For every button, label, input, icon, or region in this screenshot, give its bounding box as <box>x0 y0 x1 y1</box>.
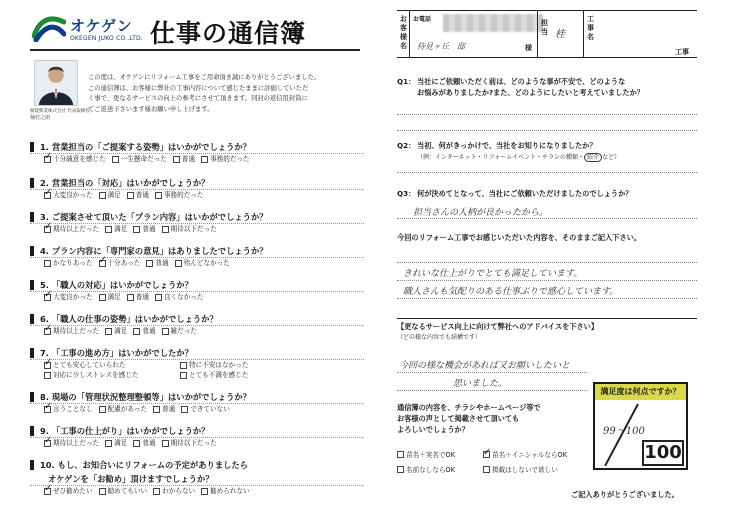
checkbox[interactable] <box>201 488 208 495</box>
divider <box>583 11 584 57</box>
option-label: できていない <box>190 405 230 413</box>
divider <box>537 11 538 57</box>
checkbox[interactable] <box>181 406 188 413</box>
option-label: 期待以下だった <box>170 439 217 447</box>
checkbox[interactable] <box>133 440 140 447</box>
checkbox[interactable] <box>99 406 106 413</box>
option[interactable] <box>105 326 127 336</box>
option[interactable] <box>112 154 167 164</box>
option[interactable] <box>133 438 155 448</box>
checkbox-checked[interactable] <box>44 440 51 447</box>
greeting-line: この通信簿は、お客様に弊社の工事内容について感じたままに評価していただ <box>88 84 309 92</box>
question-num: 4 <box>40 246 46 256</box>
checkbox[interactable] <box>44 260 51 267</box>
publish-option[interactable] <box>483 449 567 459</box>
question-text: 何が決めてとなって、当社にご依頼いただけましたのでしょうか？ <box>417 189 633 198</box>
option[interactable] <box>44 486 93 496</box>
q3-answer[interactable]: 担当さんの人柄が良かったから。 <box>413 208 549 218</box>
question-2: 2. 営業担当の「対応」はいかがでしょうか？ ✓ 大変良かった 満足 普通 事務的だった <box>30 176 364 200</box>
option-label: 特に不安はなかった <box>189 361 249 369</box>
option[interactable] <box>44 258 93 268</box>
question-q3 <box>397 188 632 199</box>
advice-section <box>397 318 697 341</box>
option[interactable] <box>44 190 93 200</box>
option-label: 事務的だった <box>163 191 204 199</box>
question-num: 3 <box>40 212 46 222</box>
checkbox[interactable] <box>99 488 106 495</box>
checkbox[interactable] <box>162 226 169 233</box>
option-label: 満足 <box>107 191 121 199</box>
checkbox[interactable] <box>180 362 187 369</box>
option-label: 期待以下だった <box>170 225 217 233</box>
checkbox[interactable] <box>146 260 153 267</box>
right-column <box>375 0 730 516</box>
checkbox[interactable] <box>397 466 404 473</box>
checkbox-checked[interactable] <box>483 451 490 458</box>
option[interactable] <box>180 370 248 380</box>
publish-option[interactable] <box>483 464 558 474</box>
q2-example-text: （例：インターネット・リフォームイベント・チラシの種類・ <box>417 154 585 161</box>
question-6: 6. 「職人の仕事の姿勢」はいかがでしょうか？ ✓ 期待以上だった 満足 普通 雑だった <box>30 312 364 336</box>
advice-answer-line1[interactable]: 今回の様な機会があれば又お願いしたいと <box>399 361 571 371</box>
advice-title: 【更なるサービス向上に向けて弊社へのアドバイスを下さい】 <box>397 322 599 331</box>
option[interactable] <box>201 154 250 164</box>
question-8: 8. 現場の「管理状況整理整頓等」はいかがでしょうか？ ✓ 言うことなし 配慮があった 普通 できていない <box>30 390 364 414</box>
option[interactable] <box>146 258 168 268</box>
logo-brand: オケゲン <box>70 17 133 35</box>
work-label: 工事名 <box>587 15 594 41</box>
checkbox-checked[interactable] <box>44 362 51 369</box>
option-label: 満足 <box>107 293 121 301</box>
question-title: もし、お知合いにリフォームの予定がありましたら <box>57 460 249 470</box>
question-num: 9 <box>40 426 46 436</box>
option[interactable] <box>153 486 195 496</box>
impression-answer-line1[interactable]: きれいな仕上がりでとても満足しています。 <box>403 269 583 279</box>
option-label: 大変良かった <box>53 191 93 199</box>
title-divider <box>30 49 360 51</box>
option[interactable] <box>99 486 148 496</box>
publish-question-line: お客様の声として掲載させて頂いても <box>397 414 520 423</box>
checkbox-checked[interactable] <box>44 328 51 335</box>
score-value[interactable]: 100 <box>642 440 684 466</box>
option[interactable] <box>201 486 250 496</box>
question-text: お悩みがありましたか?また、どのようにしたいと考えていましたか？ <box>417 88 644 97</box>
checkbox[interactable] <box>127 192 134 199</box>
question-5: 5. 「職人の対応」はいかがでしょうか？ ✓ 大変良かった 満足 普通 良くなかった <box>30 278 364 302</box>
option-label: 掲載はしないで欲しい <box>492 466 558 474</box>
option[interactable] <box>162 438 217 448</box>
question-title: 「職人の対応」はいかがでしょうか？ <box>51 280 193 290</box>
question-num: 8 <box>40 392 46 402</box>
checkbox[interactable] <box>175 260 182 267</box>
customer-header <box>397 10 697 58</box>
impression-answer-line2[interactable]: 職人さんも気配りのある仕事ぶりで感心しています。 <box>403 287 619 297</box>
checkbox[interactable] <box>155 192 162 199</box>
question-q1 <box>397 76 644 98</box>
option[interactable] <box>44 292 93 302</box>
option-label: 満足 <box>114 439 128 447</box>
satisfaction-score-box <box>593 382 688 470</box>
option-label: 苗名＋イニシャルならOK <box>492 451 568 459</box>
option-label: 期待以上だった <box>53 225 100 233</box>
checkbox[interactable] <box>180 372 187 379</box>
checkbox-checked[interactable] <box>44 156 51 163</box>
question-1: 1. 営業担当の「ご提案する姿勢」はいかがでしょうか？ ✓ 十分誠意を感じた 一生懸命だった 普通 事務的だった <box>30 140 364 164</box>
option-label: とても不満を感じた <box>189 371 249 379</box>
checkbox-checked[interactable] <box>44 192 51 199</box>
option[interactable] <box>181 404 230 414</box>
option[interactable] <box>155 292 204 302</box>
answer-line <box>397 130 697 131</box>
answer-line <box>397 218 697 219</box>
option-label: 満足 <box>114 327 128 335</box>
question-title: 「職人の仕事の姿勢」はいかがでしょうか？ <box>51 314 218 324</box>
checkbox-checked[interactable] <box>99 260 106 267</box>
option[interactable] <box>44 438 99 448</box>
option[interactable] <box>175 258 230 268</box>
advice-answer-line2[interactable]: 思いました。 <box>453 379 508 389</box>
answer-line <box>397 172 697 173</box>
option[interactable] <box>105 438 127 448</box>
question-title: プラン内容に「専門家の意見」はありましたでしょうか？ <box>51 246 268 256</box>
divider <box>409 11 410 57</box>
option[interactable] <box>99 292 121 302</box>
option[interactable] <box>162 326 197 336</box>
checkbox[interactable] <box>105 328 112 335</box>
greeting-line: てご返送下さいます様お願い申し上げます。 <box>88 105 214 113</box>
question-10: 10. もし、お知合いにリフォームの予定がありましたら オケゲンを「お勧め」頂けますでしょうか？ ✓ ぜひ勧めたい 勧めてもいい わからない 勧められない <box>30 458 364 496</box>
page-title: 仕事の通信簿 <box>150 19 307 48</box>
answer-line <box>397 372 587 373</box>
option[interactable] <box>127 292 149 302</box>
publish-question <box>397 402 541 435</box>
question-text: 当社にご依頼いただく前は、どのような事が不安で、どのような <box>417 77 626 86</box>
checkbox[interactable] <box>483 466 490 473</box>
option[interactable] <box>99 404 148 414</box>
checkbox[interactable] <box>162 440 169 447</box>
impression-question: 今回のリフォーム工事でお感じいただいた内容を、そのままご記入下さい。 <box>397 233 642 242</box>
okegen-logo-icon <box>32 14 66 42</box>
option-label: 普通 <box>142 225 156 233</box>
option-label: 言うことなし <box>53 405 93 413</box>
publish-option[interactable] <box>397 464 455 474</box>
option-label: 雑だった <box>170 327 197 335</box>
option[interactable] <box>44 404 93 414</box>
option-label: 十分あった <box>107 259 141 267</box>
option-label: 対応に少しストレスを感じた <box>53 371 139 379</box>
option-label: 期待以上だった <box>53 439 100 447</box>
checkbox-checked[interactable] <box>44 406 51 413</box>
option[interactable] <box>133 224 155 234</box>
checkbox[interactable] <box>162 328 169 335</box>
checkbox[interactable] <box>112 156 119 163</box>
question-9: 9. 「工事の仕上がり」はいかがでしょうか？ ✓ 期待以上だった 満足 普通 期待以下だった <box>30 424 364 448</box>
option-label: 十分誠意を感じた <box>53 155 106 163</box>
option-label: とても安心していられた <box>53 361 126 369</box>
option[interactable] <box>180 360 248 370</box>
option-label: 大変良かった <box>53 293 93 301</box>
ceo-portrait <box>34 60 78 106</box>
option-label: 普通 <box>135 191 149 199</box>
greeting-text <box>88 73 363 115</box>
q2-example <box>417 152 620 161</box>
question-title: 「工事の進め方」はいかがでしたか？ <box>51 348 193 358</box>
checkbox-checked[interactable] <box>44 294 51 301</box>
q2-example-end: など） <box>602 154 621 161</box>
score-range[interactable]: 99～100 <box>603 426 645 437</box>
checkbox[interactable] <box>153 488 160 495</box>
question-num: 10 <box>40 460 52 470</box>
checkbox[interactable] <box>44 372 51 379</box>
option-label: ぜひ勧めたい <box>53 487 93 495</box>
question-num: Q1： <box>397 77 416 86</box>
checkbox[interactable] <box>173 156 180 163</box>
checkbox[interactable] <box>99 294 106 301</box>
ceo-role: 桶建興業株式会社 代表取締役 <box>30 109 90 114</box>
checkbox[interactable] <box>155 294 162 301</box>
checkbox[interactable] <box>99 192 106 199</box>
question-7: 7. 「工事の進め方」はいかがでしたか？ ✓ とても安心していられた 特に不安はなかった 対応に少しストレスを感じた とても不満を感じた <box>30 346 364 380</box>
answer-line <box>397 298 697 299</box>
question-title: オケゲンを「お勧め」頂けますでしょうか？ <box>48 474 214 484</box>
option-label: 名前なしならOK <box>406 466 456 474</box>
checkbox[interactable] <box>105 226 112 233</box>
option[interactable] <box>173 154 195 164</box>
publish-question-line: 通信簿の内容を、チラシやホームページ等で <box>397 403 541 412</box>
ceo-name: 桶村之朗 <box>30 115 51 121</box>
option-label: 期待以上だった <box>53 327 100 335</box>
customer-name-input[interactable]: 侍見ヶ丘 邸 <box>417 42 465 51</box>
option-label: 勧めてもいい <box>107 487 148 495</box>
option[interactable] <box>162 224 217 234</box>
option[interactable] <box>44 224 99 234</box>
checkbox[interactable] <box>105 440 112 447</box>
customer-label: お客様名 <box>400 15 407 50</box>
option-label: 普通 <box>142 439 156 447</box>
question-num: Q3： <box>397 189 416 198</box>
option[interactable] <box>99 258 141 268</box>
option[interactable] <box>44 326 99 336</box>
option-label: 普通 <box>135 293 149 301</box>
option-label: 苗名＋実名でOK <box>406 451 456 459</box>
publish-question-line: よろしいでしょうか？ <box>397 425 469 434</box>
question-num: 2 <box>40 178 46 188</box>
question-num: 6 <box>40 314 46 324</box>
phone-label: お電話 <box>413 16 432 23</box>
option[interactable] <box>155 190 204 200</box>
question-title: ご提案させて頂いた「プラン内容」はいかがでしょうか？ <box>51 212 268 222</box>
checkbox[interactable] <box>133 226 140 233</box>
score-title: 満足度は何点ですか？ <box>595 384 686 400</box>
option-label: 殆んどなかった <box>183 259 230 267</box>
option-label: 配慮があった <box>107 405 148 413</box>
checkbox[interactable] <box>127 294 134 301</box>
advice-sub: （どの様な内容でも結構です） <box>397 334 482 341</box>
thanks-text: ご記入ありがとうございました。 <box>571 490 679 499</box>
answer-line <box>397 280 697 281</box>
option-label: 普通 <box>162 405 176 413</box>
question-text: 当初、何がきっかけで、当社をお知りになりましたか？ <box>417 141 597 150</box>
option-label: 一生懸命だった <box>120 155 167 163</box>
checkbox-checked[interactable] <box>44 226 51 233</box>
question-3: 3. ご提案させて頂いた「プラン内容」はいかがでしょうか？ ✓ 期待以上だった 満足 普通 期待以下だった <box>30 210 364 234</box>
question-num: 1 <box>40 142 46 152</box>
option-label: 普通 <box>181 155 196 163</box>
option[interactable] <box>44 370 174 380</box>
logo-sub: OKEGEN JUKO CO.,LTD. <box>70 35 143 42</box>
question-num: Q2： <box>397 141 416 150</box>
checkbox[interactable] <box>201 156 208 163</box>
greeting-line: く事で、更なるサービスの向上の参考にさせて頂きます。同封の返信用封筒に <box>88 95 308 102</box>
staff-label: 担当 <box>541 19 548 36</box>
option[interactable] <box>153 404 175 414</box>
publish-option[interactable] <box>397 449 455 459</box>
option-label: 勧められない <box>210 487 250 495</box>
option[interactable] <box>99 190 121 200</box>
answer-line <box>397 114 697 115</box>
checkbox-checked[interactable] <box>44 488 51 495</box>
checkbox[interactable] <box>397 451 404 458</box>
question-title: 営業担当の「ご提案する姿勢」はいかがでしょうか？ <box>51 142 251 152</box>
sama-label: 様 <box>525 44 532 52</box>
option[interactable] <box>133 326 155 336</box>
option[interactable] <box>44 360 174 370</box>
option[interactable] <box>44 154 106 164</box>
option[interactable] <box>127 190 149 200</box>
staff-input[interactable]: 桂 <box>555 29 565 40</box>
option-label: かなりあった <box>53 259 93 267</box>
question-q2 <box>397 140 597 151</box>
question-4: 4. プラン内容に「専門家の意見」はありましたでしょうか？ かなりあった ✓ 十分あった 普通 殆んどなかった <box>30 244 364 268</box>
option-label: 事務的だった <box>210 155 250 163</box>
work-suffix: 工事 <box>675 48 689 56</box>
option-label: わからない <box>162 487 196 495</box>
question-num: 7 <box>40 348 46 358</box>
question-num: 5 <box>40 280 46 290</box>
option-label: 普通 <box>155 259 169 267</box>
redacted-phone <box>443 14 543 32</box>
answer-line <box>397 262 697 263</box>
checkbox[interactable] <box>153 406 160 413</box>
option-label: 良くなかった <box>163 293 204 301</box>
question-title: 「工事の仕上がり」はいかがでしょうか？ <box>51 426 210 436</box>
answer-line <box>397 390 587 391</box>
question-title: 営業担当の「対応」はいかがでしょうか？ <box>51 178 210 188</box>
option[interactable] <box>105 224 127 234</box>
option-label: 普通 <box>142 327 156 335</box>
question-title: 現場の「管理状況整理整頓等」はいかがでしょうか？ <box>51 392 251 402</box>
q2-circled-answer[interactable]: 紹介 <box>584 153 602 162</box>
greeting-line: この度は、オケゲンにリフォーム工事をご用命頂き誠にありがとうございました。 <box>88 74 321 81</box>
checkbox[interactable] <box>133 328 140 335</box>
option-label: 満足 <box>114 225 128 233</box>
